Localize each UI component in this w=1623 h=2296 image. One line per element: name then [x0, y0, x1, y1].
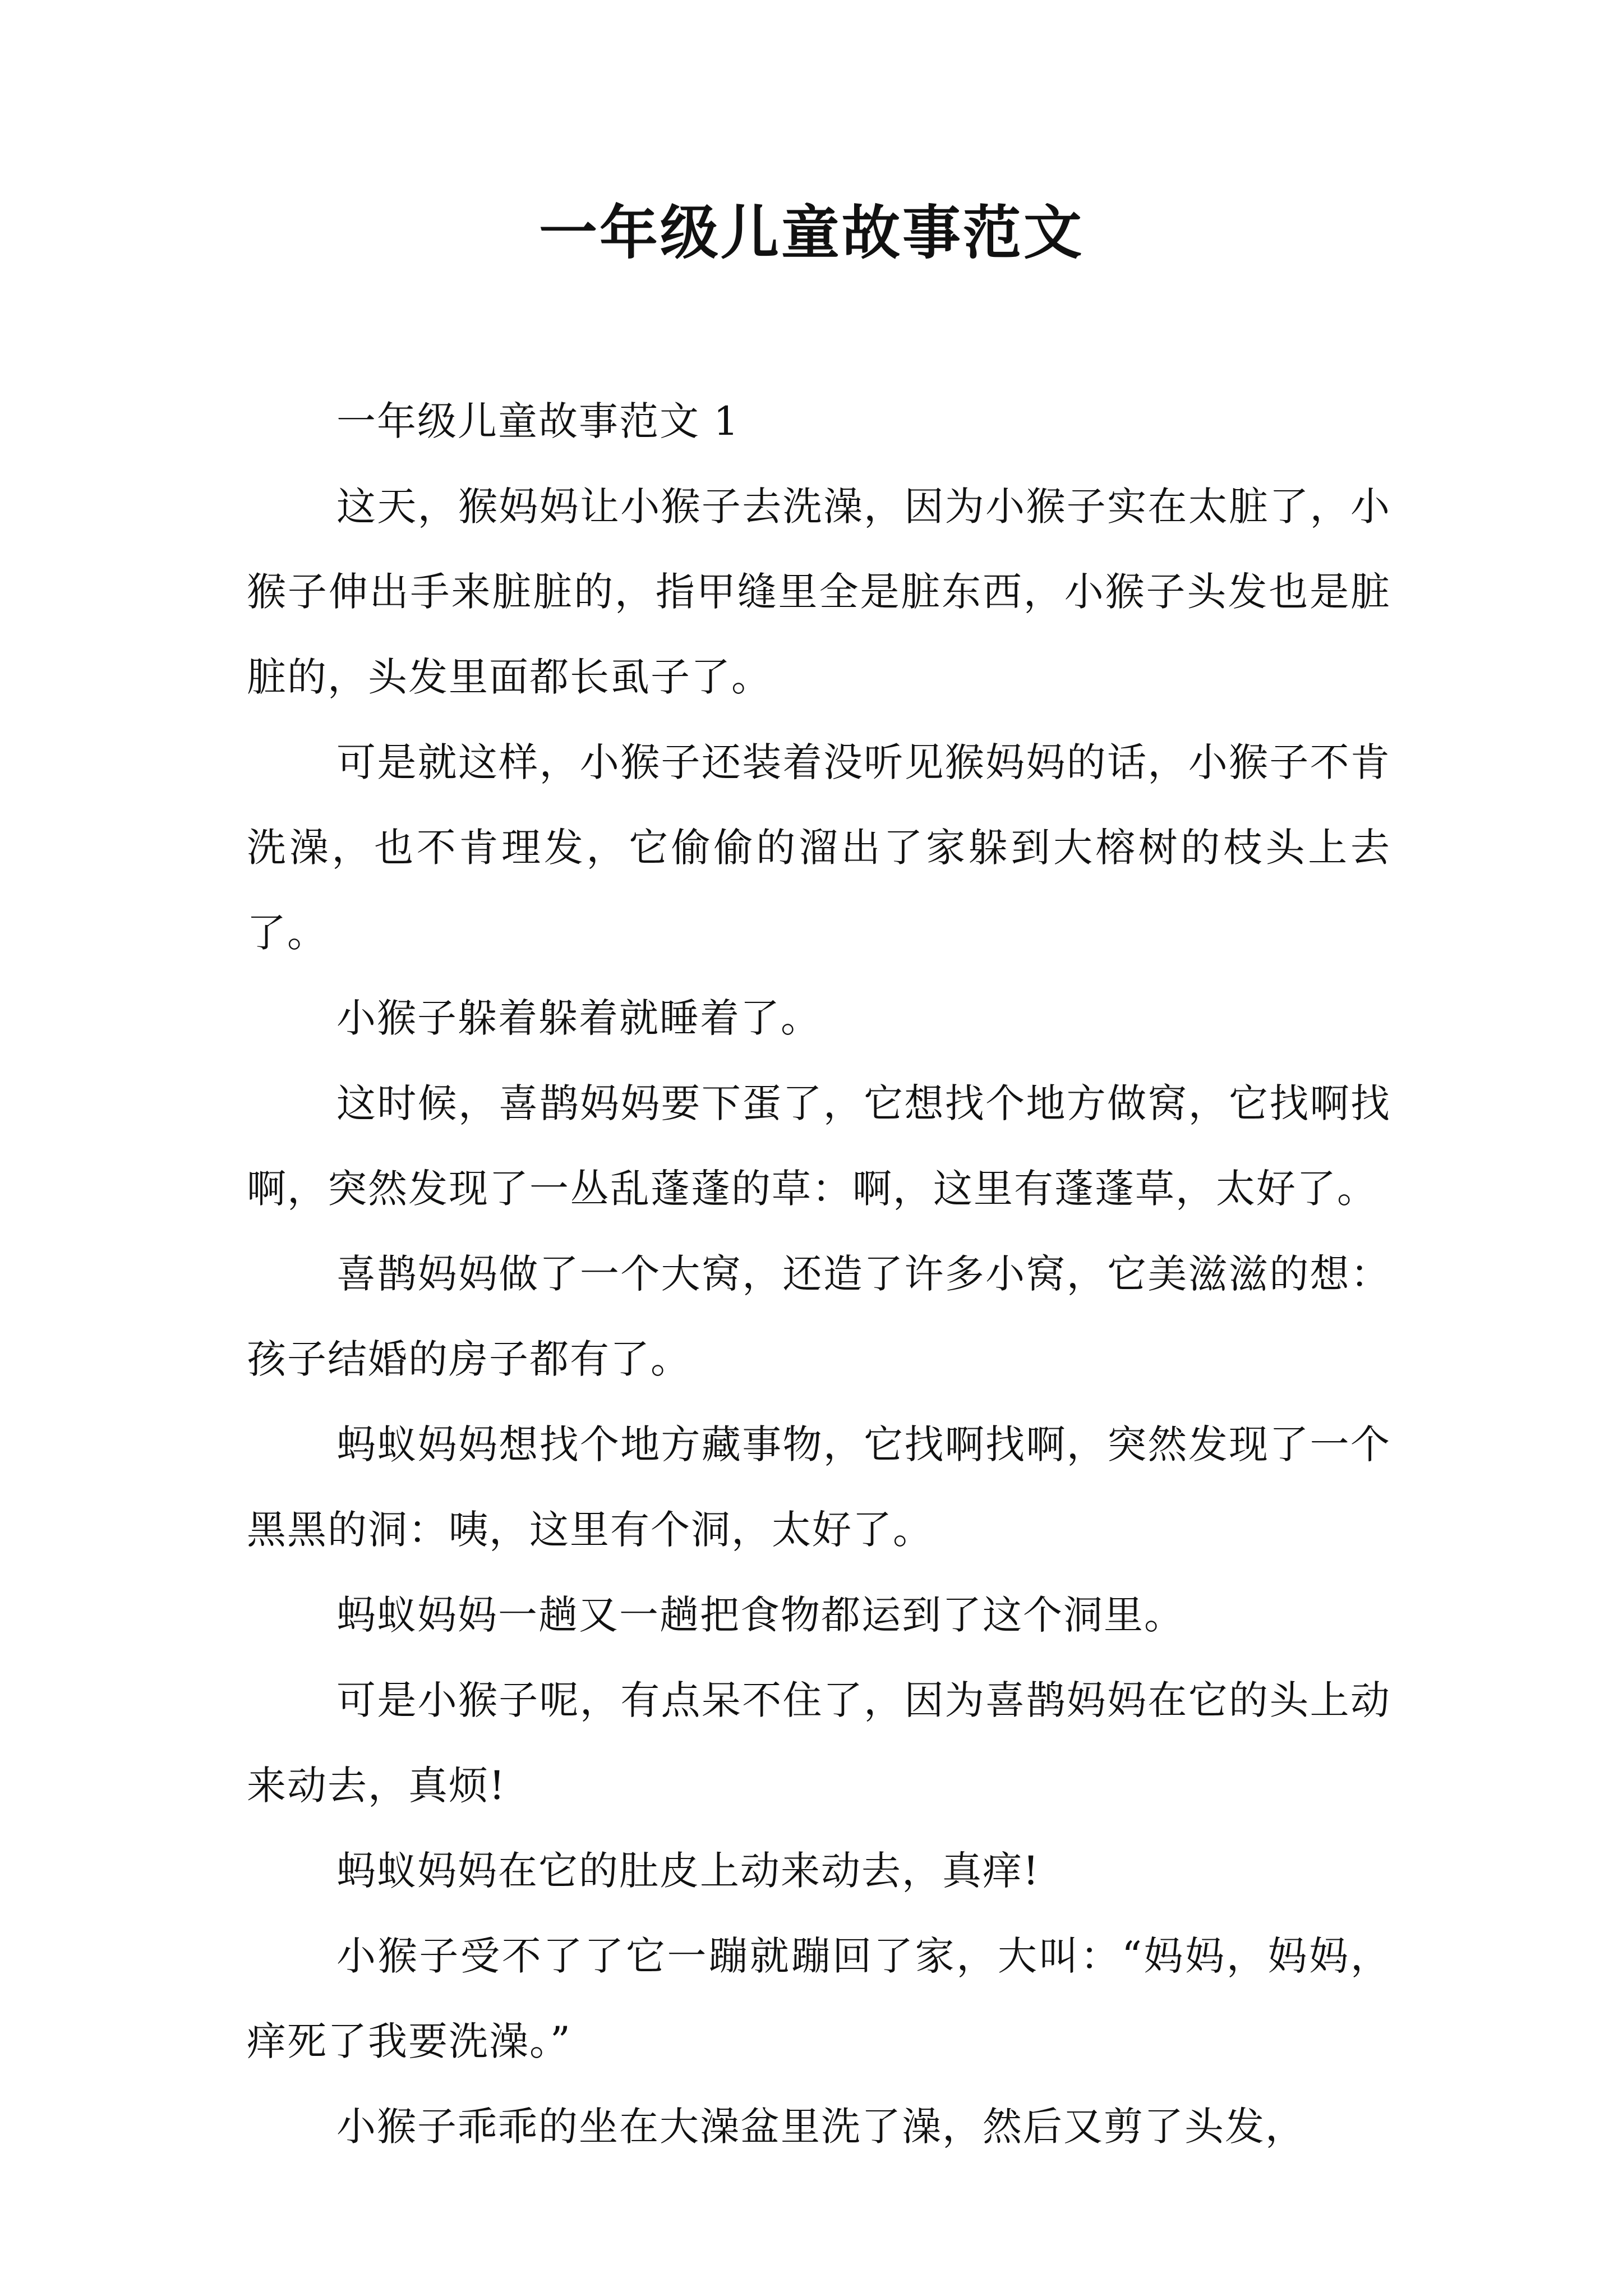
- paragraph: 蚂蚁妈妈在它的肚皮上动来动去，真痒!: [336, 1848, 1040, 1894]
- paragraph: 小猴子躲着躲着就睡着了。: [336, 995, 821, 1041]
- paragraph: 这时候，喜鹊妈妈要下蛋了，它想找个地方做窝，它找啊找啊，突然发现了一丛乱蓬蓬的草：啊，这里有蓬蓬草，太好了。: [247, 1080, 1391, 1212]
- paragraph: 可是小猴子呢，有点呆不住了，因为喜鹊妈妈在它的头上动来动去，真烦!: [247, 1677, 1391, 1809]
- section-heading: 一年级儿童故事范文 1: [336, 398, 740, 444]
- paragraph: 小猴子受不了了它一蹦就蹦回了家，大叫：“妈妈，妈妈，痒死了我要洗澡。”: [247, 1933, 1391, 2064]
- paragraph: 小猴子乖乖的坐在大澡盆里洗了澡，然后又剪了头发，: [336, 2104, 1306, 2150]
- document-body: [247, 379, 1391, 2169]
- paragraph: 这天，猴妈妈让小猴子去洗澡，因为小猴子实在太脏了，小猴子伸出手来脏脏的，指甲缝里全是脏东西，小猴子头发也是脏脏的，头发里面都长虱子了。: [247, 484, 1391, 700]
- paragraph: 可是就这样，小猴子还装着没听见猴妈妈的话，小猴子不肯洗澡，也不肯理发，它偷偷的溜出了家躲到大榕树的枝头上去了。: [247, 739, 1391, 956]
- paragraph: 蚂蚁妈妈一趟又一趟把食物都运到了这个洞里。: [336, 1592, 1184, 1638]
- paragraph: 喜鹊妈妈做了一个大窝，还造了许多小窝，它美滋滋的想：孩子结婚的房子都有了。: [247, 1251, 1391, 1382]
- document-title: 一年级儿童故事范文: [538, 198, 1084, 267]
- paragraph: 蚂蚁妈妈想找个地方藏事物，它找啊找啊，突然发现了一个黑黑的洞：咦，这里有个洞，太好了。: [247, 1421, 1391, 1553]
